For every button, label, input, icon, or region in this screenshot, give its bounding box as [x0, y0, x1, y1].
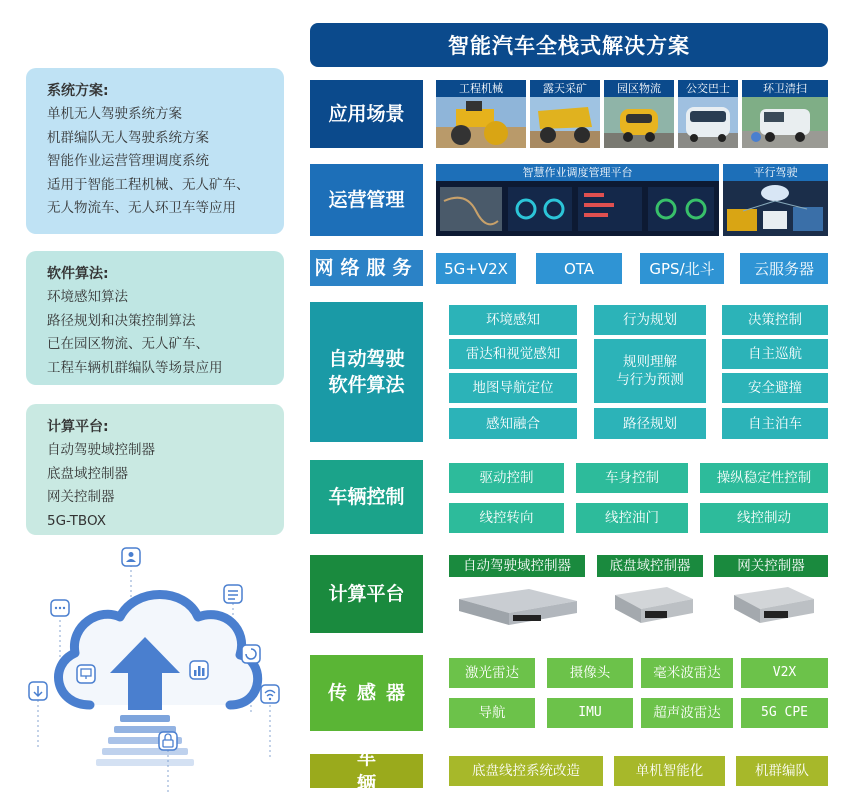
algorithm-item: 地图导航定位: [449, 373, 577, 403]
scene-label: 公交巴士: [686, 82, 730, 95]
autonomous-bus-image: [678, 97, 738, 148]
row-label-vehicle: 车辆: [310, 754, 423, 788]
row-label-line: 软件算法: [328, 374, 405, 396]
ad-domain-controller-image: [449, 577, 585, 633]
card-line: 单机无人驾驶系统方案: [47, 106, 182, 122]
card-line: 5G-TBOX: [47, 512, 106, 529]
card-line: 无人物流车、无人环卫车等应用: [47, 200, 236, 216]
scene-open-pit-mining: [530, 80, 600, 148]
scene-park-logistics: [604, 80, 674, 148]
algorithm-item: 自主泊车: [722, 408, 828, 439]
card-title: 计算平台:: [47, 419, 109, 435]
row-label-sensors: 传感器: [310, 655, 423, 731]
row-label-network: 网络服务: [310, 250, 423, 286]
row-label-vehicle-control: 车辆控制: [310, 460, 423, 534]
vehicle-control-item: 驱动控制: [449, 463, 564, 493]
vehicle-control-item: 线控制动: [700, 503, 828, 533]
row-label-software: [310, 302, 423, 442]
ad-domain-controller-card: [449, 555, 585, 633]
chassis-controller-image: [597, 577, 703, 633]
row-label-ops: 运营管理: [310, 164, 423, 236]
logistics-vehicle-image: [604, 97, 674, 148]
refresh-icon: [242, 645, 260, 663]
mining-truck-image: [530, 97, 600, 148]
algorithm-item: 环境感知: [449, 305, 577, 335]
card-line: 机群编队无人驾驶系统方案: [47, 129, 209, 146]
algorithm-item: 路径规划: [594, 408, 706, 439]
chassis-controller-card: [597, 555, 703, 633]
sensor-item: 激光雷达: [449, 658, 535, 688]
chat-icon: [51, 600, 69, 616]
card-title: 系统方案:: [47, 83, 109, 99]
algorithm-item: 决策控制: [722, 305, 828, 335]
algorithm-item: 感知融合: [449, 408, 577, 439]
algorithm-item: 安全避撞: [722, 373, 828, 403]
parallel-driving-panel: [723, 164, 828, 236]
system-solution-card: [26, 68, 284, 234]
parallel-driving-image: [723, 181, 828, 236]
sensor-item: V2X: [741, 658, 828, 688]
vehicle-item: 机群编队: [736, 756, 828, 786]
vehicle-control-item: 车身控制: [576, 463, 688, 493]
ctrl-label: 自动驾驶域控制器: [449, 555, 585, 577]
sensor-item: 导航: [449, 698, 535, 728]
scene-engineering-machinery: [436, 80, 526, 148]
sensor-item: 摄像头: [547, 658, 633, 688]
road-roller-image: [436, 97, 526, 148]
card-line: 环境感知算法: [47, 289, 128, 305]
network-item: OTA: [536, 253, 622, 284]
monitor-icon: [77, 665, 95, 683]
row-label-compute: 计算平台: [310, 555, 423, 633]
scene-label: 工程机械: [459, 82, 503, 95]
software-algorithm-card: [26, 251, 284, 385]
ctrl-label: 底盘域控制器: [597, 555, 703, 577]
algorithm-item: 自主巡航: [722, 339, 828, 369]
card-line: 底盘域控制器: [47, 465, 128, 482]
scene-label: 园区物流: [617, 82, 661, 95]
vehicle-control-item: 线控转向: [449, 503, 564, 533]
user-icon: [122, 548, 140, 566]
vehicle-control-item: 操纵稳定性控制: [700, 463, 828, 493]
cloud-upload-illustration: [20, 545, 300, 800]
sensor-item: 超声波雷达: [641, 698, 733, 728]
vehicle-control-item: 线控油门: [576, 503, 688, 533]
dashboard-screenshot: [436, 181, 719, 236]
vehicle-item: 单机智能化: [614, 756, 725, 786]
card-line: 适用于智能工程机械、无人矿车、: [47, 176, 250, 193]
card-title: 软件算法:: [47, 266, 109, 282]
card-line: 智能作业运营管理调度系统: [47, 153, 209, 169]
row-label-line: 自动驾驶: [328, 348, 405, 370]
card-line: 网关控制器: [47, 489, 115, 505]
wifi-icon: [261, 685, 279, 703]
sensor-item: IMU: [547, 698, 633, 728]
algorithm-item: 雷达和视觉感知: [449, 339, 577, 369]
card-line: 自动驾驶域控制器: [47, 442, 155, 458]
network-item: 5G+V2X: [436, 253, 516, 284]
gateway-controller-card: [714, 555, 828, 633]
scene-label: 环卫清扫: [763, 82, 807, 95]
bar-chart-icon: [190, 661, 208, 679]
card-line: 工程车辆机群编队等场景应用: [47, 359, 223, 376]
scene-sanitation-cleaning: [742, 80, 828, 148]
compute-platform-card: [26, 404, 284, 535]
algorithm-item: 规则理解 与行为预测: [594, 339, 706, 403]
scene-bus: [678, 80, 738, 148]
gateway-controller-image: [714, 577, 828, 633]
algorithm-item: 行为规划: [594, 305, 706, 335]
download-icon: [29, 682, 47, 700]
sensor-item: 5G CPE: [741, 698, 828, 728]
card-line: 已在园区物流、无人矿车、: [47, 336, 209, 352]
lock-icon: [159, 732, 177, 750]
ctrl-label: 网关控制器: [714, 555, 828, 577]
network-item: 云服务器: [740, 253, 828, 284]
vehicle-item: 底盘线控系统改造: [449, 756, 603, 786]
scene-label: 露天采矿: [543, 82, 587, 95]
ops-label: 平行驾驶: [753, 166, 798, 179]
card-line: 路径规划和决策控制算法: [47, 312, 196, 329]
dispatch-platform-panel: [436, 164, 719, 236]
document-icon: [224, 585, 242, 603]
main-title: 智能汽车全栈式解决方案: [310, 23, 828, 67]
sweeper-image: [742, 97, 828, 148]
sensor-item: 毫米波雷达: [641, 658, 733, 688]
network-item: GPS/北斗: [640, 253, 724, 284]
ops-label: 智慧作业调度管理平台: [522, 166, 633, 179]
row-label-scenes: 应用场景: [310, 80, 423, 148]
